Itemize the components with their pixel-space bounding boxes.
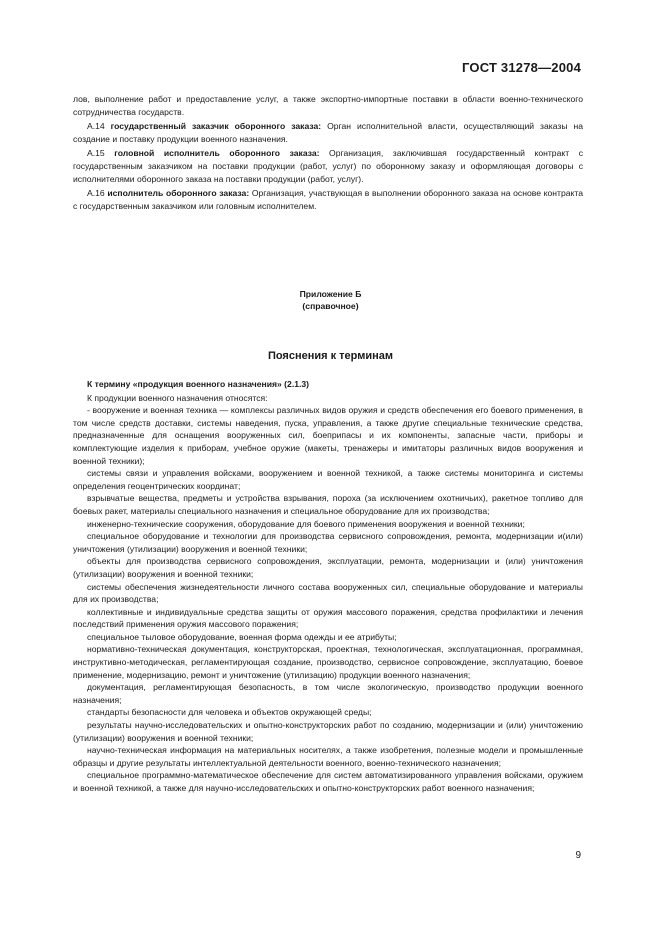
list-item: специальное оборудование и технологии для производства сервисного сопровождения, ремонта, модернизации и(или) уничтожения (утилизации) вооружения и военной техники;	[73, 531, 583, 554]
definition-term: исполнитель оборонного заказа:	[107, 188, 250, 199]
list-item: - вооружение и военная техника — комплексы различных видов оружия и средств обеспечения его боевого применения, в том числе средств доставки, системы наведения, пуска, управления, а также другие специальные технические средства, предназначенные для оснащения вооруженных сил, боеприпасы и их компоненты, запасные части, приборы и комплектующие изделия к приборам, учебное оружие (макеты, тренажеры и имитаторы различных видов вооружения и военной техники);	[73, 405, 583, 466]
list-item: инженерно-технические сооружения, оборудование для боевого применения вооружения и военной техники;	[87, 518, 525, 529]
definition-text: Организация, участвующая в выполнении оборонного заказа на основе контракта с государственным заказчиком или головным исполнителем.	[73, 188, 583, 211]
definition-a15	[73, 147, 583, 185]
page-number: 9	[575, 850, 581, 861]
list-item: системы связи и управления войсками, вооружением и военной техникой, а также системы мониторинга и системы определения геоцентрических координат;	[73, 468, 583, 491]
list-item: коллективные и индивидуальные средства защиты от оружия массового поражения, средства профилактики и лечения последствий применения оружия массового поражения;	[73, 606, 583, 630]
definition-number: А.15	[87, 148, 105, 159]
list-item: нормативно-техническая документация, конструкторская, проектная, технологическая, эксплуатационная, программная, инструктивно-методическая, регламентирующая создание, производство, сервисное сопровождение, эксплуатацию, боевое применение, модернизацию, ремонт и уничтожение (утилизацию) продукции военного назначения;	[73, 644, 583, 680]
section-title: Пояснения к терминам	[267, 350, 394, 362]
list-item: взрывчатые вещества, предметы и устройства взрывания, пороха (за исключением охотничьих), ракетное топливо для боевых ракет, материалы специального назначения и специальное оборудование для их производства;	[73, 493, 583, 516]
definition-text: Организация, заключившая государственный контракт с государственным заказчиком на поставки продукции (работ, услуг) по оборонному заказу и оформляющая договоры с исполнителями оборонного заказа на поставки продукции (работ, услуг).	[73, 148, 583, 184]
definition-number: А.14	[87, 121, 105, 132]
appendix-heading	[0, 288, 661, 312]
definition-number: А.16	[87, 188, 105, 199]
list-item: документация, регламентирующая безопасность, в том числе экологическую, производство продукции военного назначения;	[73, 682, 583, 705]
list-item: объекты для производства сервисного сопровождения, эксплуатации, ремонта, модернизации и (или) уничтожения (утилизации) вооружения и военной техники;	[73, 556, 583, 579]
subheading: К термину «продукция военного назначения» (2.1.3)	[87, 379, 310, 389]
list-item: научно-техническая информация на материальных носителях, а также изобретения, полезные модели и промышленные образцы и другие результаты интеллектуальной деятельности военного, военно-технического назначения;	[73, 745, 583, 768]
list-item: специальное тыловое оборудование, военная форма одежды и ее атрибуты;	[87, 631, 397, 642]
list-item: стандарты безопасности для человека и объектов окружающей среды;	[87, 707, 372, 718]
top-text-block	[73, 93, 583, 212]
document-code: ГОСТ 31278—2004	[462, 60, 581, 75]
list-item: результаты научно-исследовательских и опытно-конструкторских работ по созданию, модернизации и (или) уничтожению (утилизации) вооружения и военной техники;	[73, 720, 583, 743]
definition-a14	[73, 120, 583, 145]
list-item: специальное программно-математическое обеспечение для систем автоматизированного управления войсками, оружием и военной техникой, а также для научно-исследовательских и опытно-конструкторских работ военного назначения;	[73, 770, 583, 793]
definition-term: головной исполнитель оборонного заказа:	[114, 148, 320, 159]
intro-paragraph: К продукции военного назначения относятся:	[87, 392, 268, 403]
explanations-body	[73, 378, 583, 795]
continuation-paragraph: лов, выполнение работ и предоставление услуг, а также экспортно-импортные поставки в области военно-технического сотрудничества государств.	[73, 94, 583, 117]
definition-a16	[73, 187, 583, 212]
appendix-title: Приложение Б	[299, 289, 362, 299]
definition-term: государственный заказчик оборонного заказа:	[110, 121, 322, 132]
list-item: системы обеспечения жизнедеятельности личного состава вооруженных сил, специальные оборудование и материалы для их производства;	[73, 581, 583, 605]
definition-text: Орган исполнительной власти, осуществляющий заказы на создание и поставку продукции военного назначения.	[73, 121, 584, 144]
appendix-subtitle: (справочное)	[302, 301, 359, 311]
